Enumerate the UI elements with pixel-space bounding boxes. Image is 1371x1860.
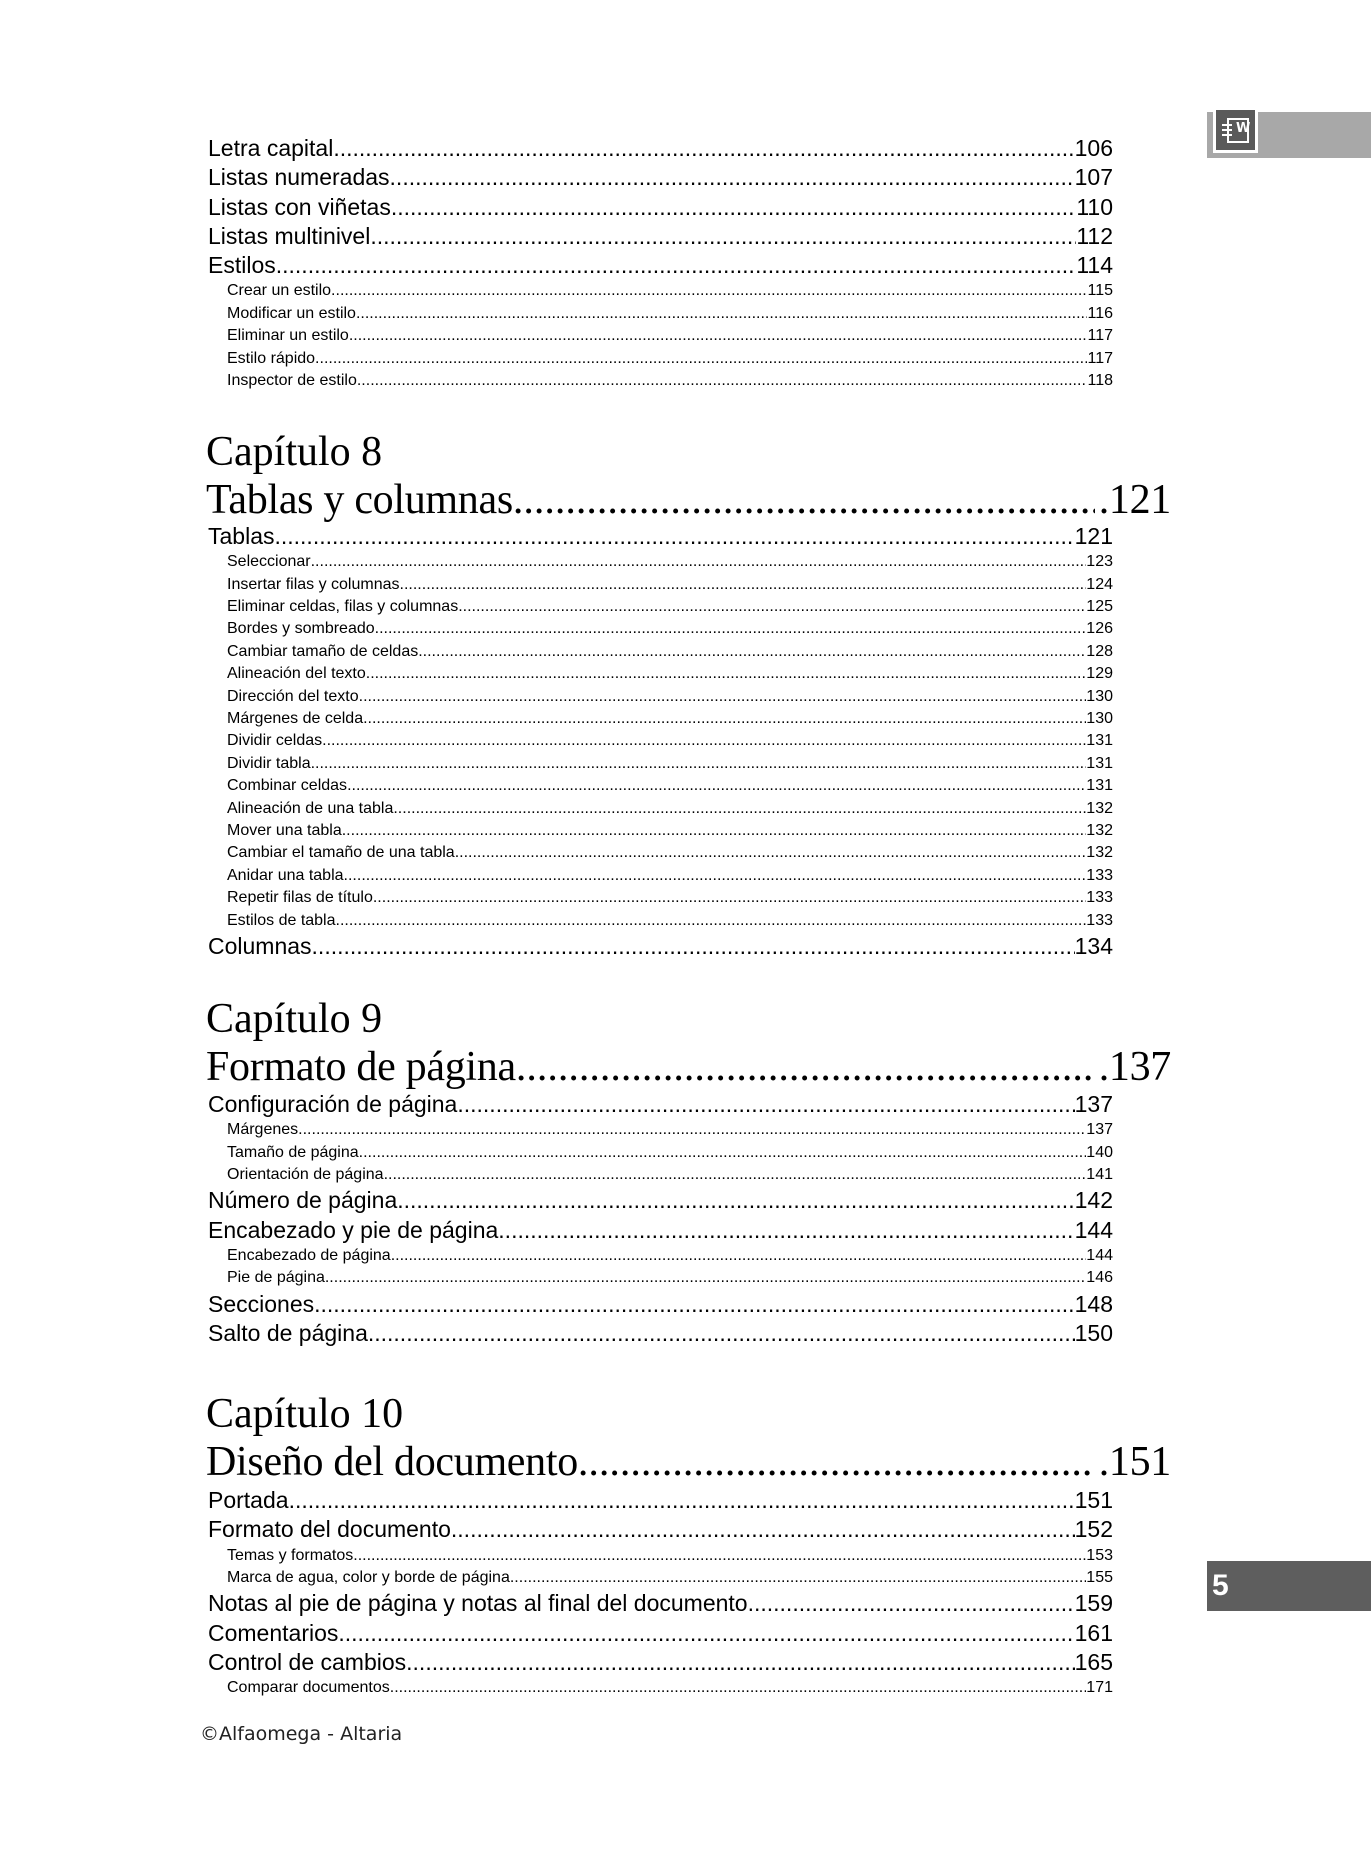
chapter-number: Capítulo 9 <box>206 996 383 1042</box>
toc-subentry[interactable] <box>208 1267 1113 1289</box>
toc-entry[interactable] <box>208 1319 1113 1348</box>
entry-label: Inspector de estilo <box>227 372 357 390</box>
entry-page: 112 <box>1076 222 1113 249</box>
toc-entry[interactable] <box>208 1186 1113 1215</box>
dot-leader <box>516 1043 1095 1091</box>
entry-label: Insertar filas y columnas <box>227 575 400 593</box>
toc-subentry[interactable] <box>208 1545 1113 1567</box>
entry-label: Letra capital <box>208 135 334 161</box>
dot-leader <box>375 618 1087 640</box>
dot-leader <box>455 842 1087 864</box>
toc-continued-section <box>208 134 1113 392</box>
dot-leader <box>390 163 1075 192</box>
dot-leader <box>578 1438 1095 1486</box>
toc-subentry[interactable] <box>208 1567 1113 1589</box>
entry-label: Seleccionar <box>227 553 311 571</box>
toc-subentry[interactable] <box>208 325 1113 347</box>
entry-label: Notas al pie de página y notas al final del documento <box>208 1590 748 1617</box>
toc-subentry[interactable] <box>208 618 1113 640</box>
toc-subentry[interactable] <box>208 596 1113 618</box>
toc-subentry[interactable] <box>208 820 1113 842</box>
toc-subentry[interactable] <box>208 641 1113 663</box>
dot-leader <box>457 1090 1074 1119</box>
dot-leader <box>418 641 1086 663</box>
entry-page: 144 <box>1086 1247 1113 1265</box>
toc-subentry[interactable] <box>208 1164 1113 1186</box>
toc-subentry[interactable] <box>208 842 1113 864</box>
entry-label: Encabezado de página <box>227 1247 391 1265</box>
dot-leader <box>311 753 1087 775</box>
entry-label: Portada <box>208 1487 289 1513</box>
entry-page: 107 <box>1074 164 1113 191</box>
toc-subentry[interactable] <box>208 663 1113 685</box>
chapter-10-entries <box>208 1486 1113 1700</box>
toc-entry[interactable] <box>208 522 1113 551</box>
dot-leader <box>342 820 1087 842</box>
entry-page: 165 <box>1074 1648 1113 1675</box>
dot-leader <box>347 775 1086 797</box>
entry-page: 131 <box>1086 777 1113 795</box>
dot-leader <box>359 686 1087 708</box>
chapter-page: .137 <box>1098 1044 1171 1090</box>
dot-leader <box>391 1245 1087 1267</box>
dot-leader <box>451 1515 1075 1544</box>
toc-subentry[interactable] <box>208 280 1113 302</box>
dot-leader <box>373 887 1086 909</box>
dot-leader <box>325 1267 1086 1289</box>
toc-subentry[interactable] <box>208 370 1113 392</box>
dot-leader <box>322 730 1086 752</box>
entry-label: Combinar celdas <box>227 777 348 795</box>
entry-page: 116 <box>1087 304 1113 322</box>
toc-subentry[interactable] <box>208 708 1113 730</box>
entry-page: 128 <box>1086 642 1113 660</box>
entry-label: Columnas <box>208 932 312 959</box>
entry-label: Listas con viñetas <box>208 193 391 220</box>
entry-page: 161 <box>1074 1619 1113 1646</box>
dot-leader <box>363 708 1086 730</box>
dot-leader <box>349 325 1088 347</box>
chapter-9-entries <box>208 1090 1113 1348</box>
entry-page: 131 <box>1086 732 1113 750</box>
entry-label: Repetir filas de título <box>227 889 373 907</box>
dot-leader <box>298 1119 1086 1141</box>
chapter-title: Diseño del documento <box>206 1439 578 1485</box>
entry-label: Estilos de tabla <box>227 911 336 929</box>
dot-leader <box>312 932 1075 961</box>
entry-page: 117 <box>1087 327 1113 345</box>
footer-copyright: ©Alfaomega - Altaria <box>200 1723 403 1745</box>
toc-subentry[interactable] <box>208 303 1113 325</box>
dot-leader <box>400 574 1087 596</box>
entry-page: 132 <box>1086 821 1113 839</box>
dot-leader <box>331 280 1087 302</box>
entry-label: Cambiar el tamaño de una tabla <box>227 844 455 862</box>
entry-page: 133 <box>1086 866 1113 884</box>
dot-leader <box>311 551 1087 573</box>
entry-page: 118 <box>1087 372 1113 390</box>
toc-subentry[interactable] <box>208 730 1113 752</box>
entry-page: 123 <box>1086 553 1113 571</box>
toc-subentry[interactable] <box>208 753 1113 775</box>
dot-leader <box>338 1619 1074 1648</box>
entry-page: 125 <box>1086 598 1113 616</box>
toc-entry[interactable] <box>208 1589 1113 1618</box>
entry-page: 171 <box>1086 1679 1113 1697</box>
toc-subentry[interactable] <box>208 551 1113 573</box>
toc-entry[interactable] <box>208 1216 1113 1245</box>
entry-label: Dirección del texto <box>227 687 359 705</box>
entry-page: 153 <box>1086 1546 1113 1564</box>
chapter-8-heading <box>206 428 1171 524</box>
dot-leader <box>370 222 1076 251</box>
entry-label: Control de cambios <box>208 1648 407 1675</box>
chapter-page: .121 <box>1098 477 1171 523</box>
entry-label: Crear un estilo <box>227 282 332 300</box>
entry-page: 133 <box>1086 889 1113 907</box>
toc-entry[interactable] <box>208 1090 1113 1119</box>
entry-page: 159 <box>1074 1590 1113 1617</box>
dot-leader <box>336 910 1087 932</box>
entry-page: 137 <box>1086 1121 1113 1139</box>
entry-page: 130 <box>1086 687 1113 705</box>
entry-label: Tamaño de página <box>227 1143 359 1161</box>
toc-subentry[interactable] <box>208 865 1113 887</box>
dot-leader <box>357 370 1088 392</box>
dot-leader <box>353 1545 1086 1567</box>
toc-entry[interactable] <box>208 163 1113 192</box>
entry-page: 148 <box>1074 1290 1113 1317</box>
entry-label: Márgenes <box>227 1121 299 1139</box>
entry-page: 134 <box>1074 932 1113 959</box>
chapter-title-entry[interactable] <box>206 1438 1171 1486</box>
dot-leader <box>458 596 1086 618</box>
entry-page: 132 <box>1086 799 1113 817</box>
dot-leader <box>393 798 1086 820</box>
chapter-8-entries <box>208 522 1113 961</box>
toc-entry[interactable] <box>208 932 1113 961</box>
entry-label: Temas y formatos <box>227 1546 354 1564</box>
entry-page: 130 <box>1086 710 1113 728</box>
entry-label: Marca de agua, color y borde de página <box>227 1568 510 1586</box>
entry-label: Dividir tabla <box>227 754 311 772</box>
dot-leader <box>314 1290 1075 1319</box>
dot-leader <box>384 1164 1087 1186</box>
entry-page: 146 <box>1086 1269 1113 1287</box>
entry-page: 126 <box>1086 620 1113 638</box>
toc-entry[interactable] <box>208 1648 1113 1677</box>
entry-page: 137 <box>1074 1091 1113 1117</box>
toc-subentry[interactable] <box>208 887 1113 909</box>
word-app-icon: W <box>1213 107 1258 153</box>
entry-page: 114 <box>1076 252 1113 279</box>
toc-subentry[interactable] <box>208 348 1113 370</box>
entry-label: Estilo rápido <box>227 349 316 367</box>
entry-page: 152 <box>1074 1516 1113 1543</box>
entry-label: Número de página <box>208 1187 398 1214</box>
entry-label: Eliminar un estilo <box>227 327 349 345</box>
chapter-10-heading <box>206 1390 1171 1486</box>
entry-label: Comentarios <box>208 1619 339 1646</box>
entry-page: 129 <box>1086 665 1113 683</box>
page-number-tab <box>1207 1561 1371 1611</box>
toc-entry[interactable] <box>208 1486 1113 1515</box>
chapter-title: Tablas y columnas <box>206 477 513 523</box>
toc-entry[interactable] <box>208 193 1113 222</box>
dot-leader <box>333 134 1074 163</box>
entry-label: Estilos <box>208 252 276 279</box>
toc-subentry[interactable] <box>208 686 1113 708</box>
toc-subentry[interactable] <box>208 798 1113 820</box>
dot-leader <box>406 1648 1074 1677</box>
entry-label: Configuración de página <box>208 1091 458 1117</box>
dot-leader <box>289 1486 1075 1515</box>
entry-label: Tablas <box>208 523 275 549</box>
toc-entry[interactable] <box>208 251 1113 280</box>
toc-subentry[interactable] <box>208 1677 1113 1699</box>
dot-leader <box>510 1567 1086 1589</box>
entry-label: Mover una tabla <box>227 821 342 839</box>
toc-subentry[interactable] <box>208 775 1113 797</box>
entry-page: 144 <box>1074 1216 1113 1243</box>
entry-label: Secciones <box>208 1290 315 1317</box>
dot-leader <box>356 303 1088 325</box>
dot-leader <box>315 348 1087 370</box>
entry-page: 140 <box>1086 1143 1113 1161</box>
entry-page: 132 <box>1086 844 1113 862</box>
chapter-title-entry[interactable] <box>206 476 1171 524</box>
chapter-number: Capítulo 8 <box>206 429 383 475</box>
entry-page: 121 <box>1074 523 1113 549</box>
page-number: 5 <box>1212 1569 1229 1602</box>
entry-page: 131 <box>1086 754 1113 772</box>
entry-label: Encabezado y pie de página <box>208 1216 499 1243</box>
chapter-title: Formato de página <box>206 1044 516 1090</box>
entry-label: Márgenes de celda <box>227 710 364 728</box>
entry-page: 133 <box>1086 911 1113 929</box>
entry-label: Salto de página <box>208 1320 368 1347</box>
entry-label: Orientación de página <box>227 1166 384 1184</box>
chapter-9-heading <box>206 995 1171 1091</box>
entry-page: 142 <box>1074 1187 1113 1214</box>
toc-entry[interactable] <box>208 222 1113 251</box>
entry-page: 106 <box>1074 135 1113 161</box>
toc-entry[interactable] <box>208 1619 1113 1648</box>
entry-label: Listas numeradas <box>208 164 390 191</box>
toc-entry[interactable] <box>208 1290 1113 1319</box>
entry-page: 115 <box>1087 282 1113 300</box>
entry-page: 141 <box>1086 1166 1113 1184</box>
entry-page: 117 <box>1087 349 1113 367</box>
entry-page: 124 <box>1086 575 1113 593</box>
entry-label: Comparar documentos <box>227 1679 390 1697</box>
toc-entry[interactable] <box>208 1515 1113 1544</box>
entry-label: Dividir celdas <box>227 732 323 750</box>
entry-label: Formato del documento <box>208 1516 451 1543</box>
dot-leader <box>274 522 1074 551</box>
dot-leader <box>366 663 1087 685</box>
entry-page: 151 <box>1074 1487 1113 1513</box>
entry-label: Anidar una tabla <box>227 866 344 884</box>
toc-subentry[interactable] <box>208 574 1113 596</box>
dot-leader <box>344 865 1087 887</box>
toc-subentry[interactable] <box>208 910 1113 932</box>
dot-leader <box>276 251 1077 280</box>
entry-label: Listas multinivel <box>208 222 371 249</box>
entry-page: 155 <box>1086 1568 1113 1586</box>
entry-label: Alineación del texto <box>227 665 366 683</box>
dot-leader <box>513 476 1095 524</box>
dot-leader <box>368 1319 1075 1348</box>
entry-label: Bordes y sombreado <box>227 620 375 638</box>
entry-label: Eliminar celdas, filas y columnas <box>227 598 459 616</box>
dot-leader <box>359 1142 1087 1164</box>
entry-label: Cambiar tamaño de celdas <box>227 642 419 660</box>
chapter-title-entry[interactable] <box>206 1043 1171 1091</box>
chapter-page: .151 <box>1098 1439 1171 1485</box>
entry-page: 150 <box>1074 1320 1113 1347</box>
toc-entry[interactable] <box>208 134 1113 163</box>
chapter-number: Capítulo 10 <box>206 1391 404 1437</box>
toc-subentry[interactable] <box>208 1119 1113 1141</box>
dot-leader <box>391 193 1077 222</box>
entry-label: Pie de página <box>227 1269 325 1287</box>
entry-page: 110 <box>1076 193 1113 220</box>
dot-leader <box>390 1677 1087 1699</box>
entry-label: Modificar un estilo <box>227 304 356 322</box>
dot-leader <box>397 1186 1074 1215</box>
entry-label: Alineación de una tabla <box>227 799 394 817</box>
dot-leader <box>748 1589 1075 1618</box>
toc-subentry[interactable] <box>208 1245 1113 1267</box>
dot-leader <box>498 1216 1074 1245</box>
toc-subentry[interactable] <box>208 1142 1113 1164</box>
